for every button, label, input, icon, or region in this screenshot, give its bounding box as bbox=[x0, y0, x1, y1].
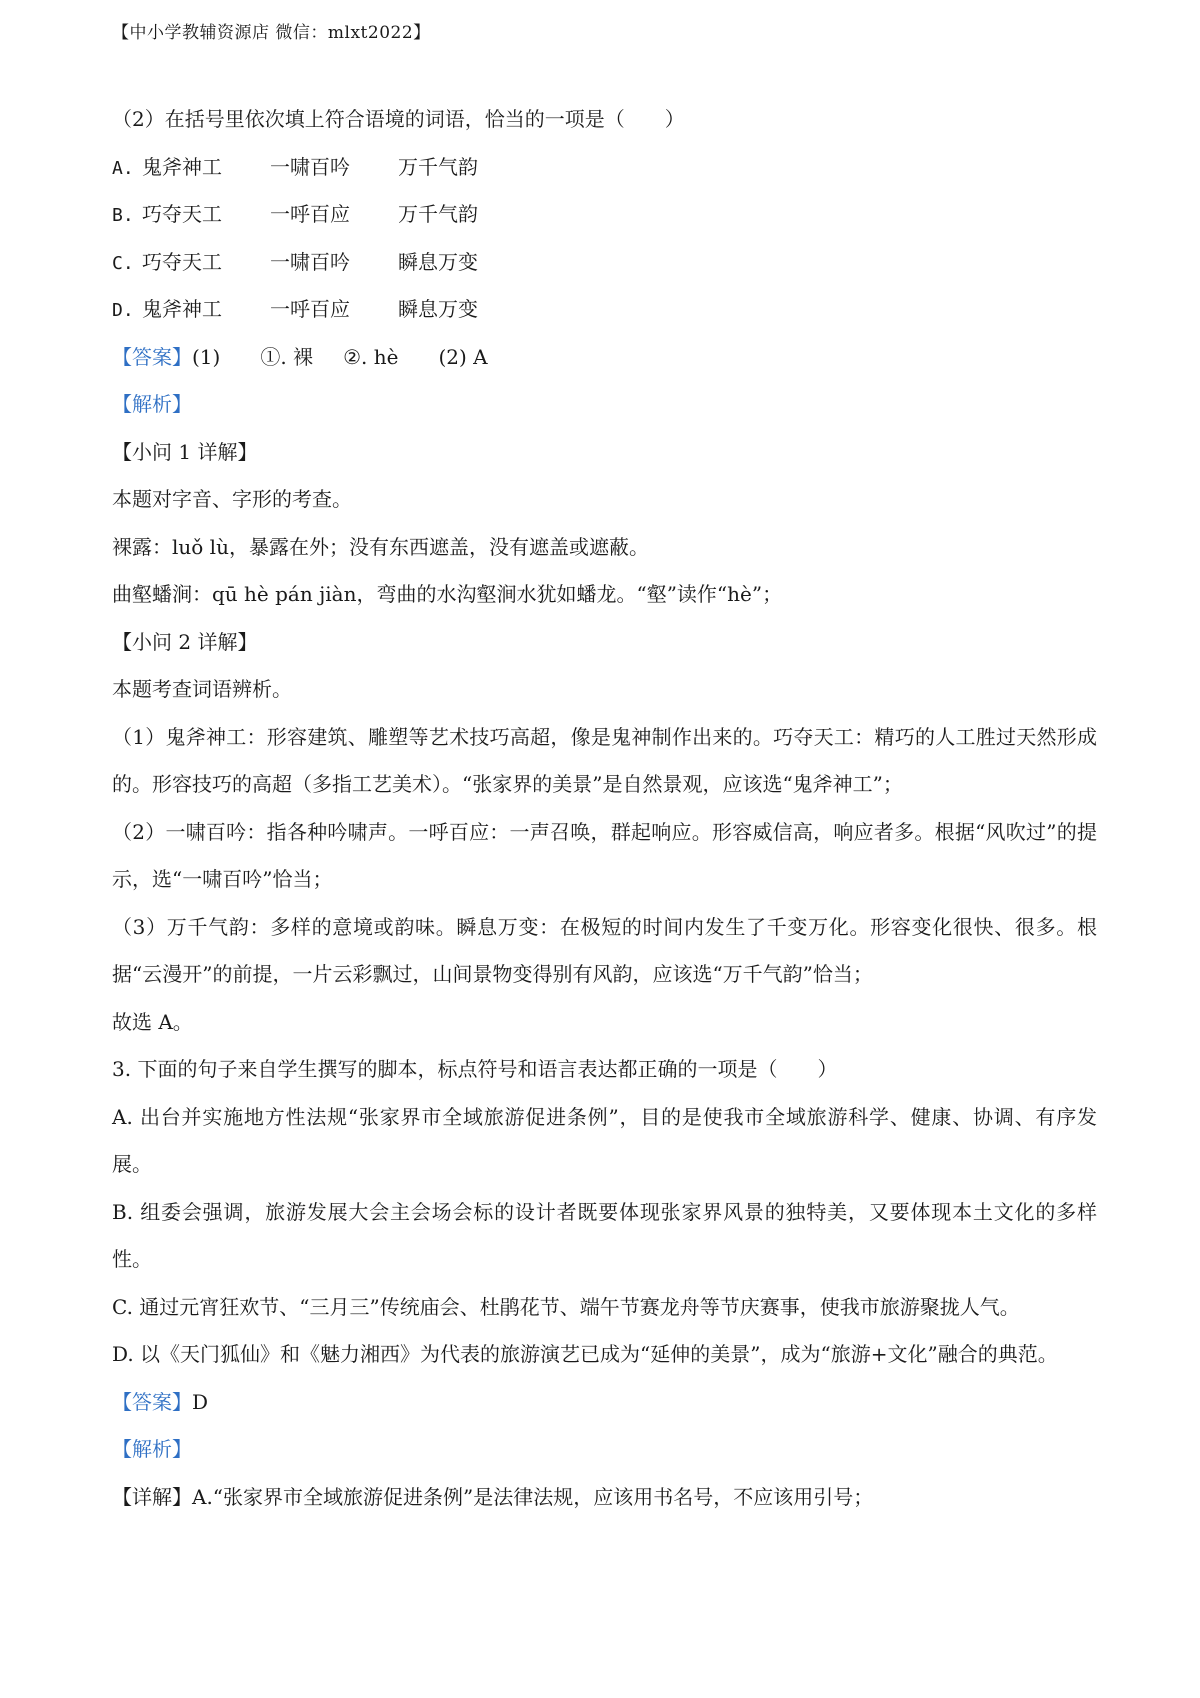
analysis-line: 本题对字音、字形的考查。 bbox=[112, 487, 352, 511]
option-b bbox=[112, 191, 1097, 239]
question-3-option-b: B. 组委会强调，旅游发展大会主会场会标的设计者既要体现张家界风景的独特美，又要体现本土文化的多样性。 bbox=[112, 1199, 1097, 1271]
option-word-1: 巧夺天工 bbox=[142, 202, 222, 226]
option-word-3: 万千气韵 bbox=[398, 154, 478, 179]
analysis-paragraph-3: （3）万千气韵：多样的意境或韵味。瞬息万变：在极短的时间内发生了千变万化。形容变化很快、很多。根据“云漫开”的前提，一片云彩飘过，山间景物变得别有风韵，应该选“万千气韵”恰当； bbox=[112, 914, 1097, 986]
question-3-option-d: D. 以《天门狐仙》和《魅力湘西》为代表的旅游演艺已成为“延伸的美景”，成为“旅游+文化”融合的典范。 bbox=[112, 1342, 1058, 1366]
detail-line bbox=[112, 1474, 1097, 1522]
analysis-line: 曲壑蟠涧：qū hè pán jiàn，弯曲的水沟壑涧水犹如蟠龙。“壑”读作“hè”； bbox=[112, 582, 783, 606]
answer-tag: 【答案】 bbox=[112, 1389, 192, 1414]
option-letter: D. bbox=[112, 300, 134, 321]
sub-question-2-title: 【小问 2 详解】 bbox=[112, 629, 258, 654]
option-word-2: 一啸百吟 bbox=[270, 154, 350, 179]
answer-line-2 bbox=[112, 1379, 1097, 1427]
option-letter: B. bbox=[112, 205, 134, 226]
sub-question-1-title: 【小问 1 详解】 bbox=[112, 439, 258, 464]
option-letter: A. bbox=[112, 157, 134, 179]
analysis-paragraph-1: （1）鬼斧神工：形容建筑、雕塑等艺术技巧高超，像是鬼神制作出来的。巧夺天工：精巧的人工胜过天然形成的。形容技巧的高超（多指工艺美术）。“张家界的美景”是自然景观，应该选“鬼斧神工”； bbox=[112, 724, 1097, 796]
analysis-paragraph-2: （2）一啸百吟：指各种吟啸声。一呼百应：一声召唤，群起响应。形容威信高，响应者多。根据“风吹过”的提示，选“一啸百吟”恰当； bbox=[112, 819, 1097, 891]
answer-part-4: (2) A bbox=[438, 344, 488, 369]
option-word-1: 巧夺天工 bbox=[142, 249, 222, 274]
answer-line-1 bbox=[112, 334, 1097, 382]
answer-part-1: (1) bbox=[192, 344, 221, 369]
option-word-1: 鬼斧神工 bbox=[142, 297, 222, 321]
question-3-option-c: C. 通过元宵狂欢节、“三月三”传统庙会、杜鹃花节、端午节赛龙舟等节庆赛事，使我市旅游聚拢人气。 bbox=[112, 1294, 1020, 1319]
analysis-line: 裸露：luǒ lù，暴露在外；没有东西遮盖，没有遮盖或遮蔽。 bbox=[112, 534, 649, 559]
analysis-intro: 本题考查词语辨析。 bbox=[112, 677, 292, 701]
detail-text: A.“张家界市全域旅游促进条例”是法律法规，应该用书名号，不应该用引号； bbox=[192, 1484, 874, 1509]
analysis-conclusion: 故选 A。 bbox=[112, 1009, 193, 1034]
answer-part-2: ①. 裸 bbox=[260, 344, 314, 369]
document-body bbox=[112, 96, 1097, 1521]
option-word-3: 瞬息万变 bbox=[398, 297, 478, 321]
detail-tag: 【详解】 bbox=[112, 1484, 192, 1509]
page-header: 【中小学教辅资源店 微信：mlxt2022】 bbox=[112, 23, 431, 43]
option-word-3: 万千气韵 bbox=[398, 202, 478, 226]
question-2-2-stem: （2）在括号里依次填上符合语境的词语，恰当的一项是（ ） bbox=[112, 107, 685, 131]
analysis-tag: 【解析】 bbox=[112, 1437, 192, 1461]
answer-part-3: ②. hè bbox=[343, 344, 399, 369]
option-word-2: 一呼百应 bbox=[270, 202, 350, 226]
question-3-stem: 3. 下面的句子来自学生撰写的脚本，标点符号和语言表达都正确的一项是（ ） bbox=[112, 1057, 838, 1081]
option-letter: C. bbox=[112, 252, 134, 274]
option-word-3: 瞬息万变 bbox=[398, 249, 478, 274]
analysis-tag: 【解析】 bbox=[112, 392, 192, 416]
answer-tag: 【答案】 bbox=[112, 344, 192, 369]
question-3-option-a: A. 出台并实施地方性法规“张家界市全域旅游促进条例”，目的是使我市全域旅游科学、健康、协调、有序发展。 bbox=[112, 1104, 1097, 1176]
option-c bbox=[112, 239, 1097, 287]
answer-value: D bbox=[192, 1389, 209, 1414]
option-word-1: 鬼斧神工 bbox=[142, 154, 222, 179]
option-word-2: 一啸百吟 bbox=[270, 249, 350, 274]
option-word-2: 一呼百应 bbox=[270, 297, 350, 321]
option-a bbox=[112, 144, 1097, 192]
option-d bbox=[112, 286, 1097, 334]
